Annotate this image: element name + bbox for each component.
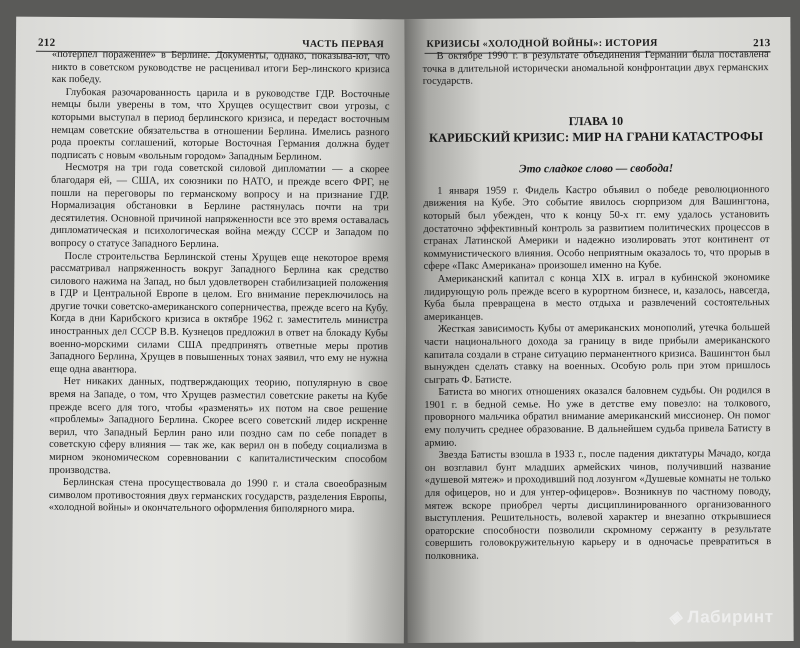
- watermark-text: Лабиринт: [687, 607, 774, 627]
- chapter-number: ГЛАВА 10: [568, 113, 624, 128]
- paragraph: Батиста во многих отношениях оказался баловнем судьбы. Он родился в 1901 г. в бедной семье. Но уже в детстве ему повезло: на толкового, проворного мальчика обратил внимание американский миссионер. Он помог ему получить среднее образование. В дальнейшем судьба привела Батисту в армию.: [424, 385, 771, 449]
- paragraph: «потерпел поражение» в Берлине. Документы, однако, показыва-ют, что никто в советском руководстве не расценивал итоги Бер-линского кризиса как победу.: [51, 48, 390, 86]
- paragraph: Американский капитал с конца XIX в. играл в кубинской экономике лидирующую роль прежде всего в курортном бизнесе, и, казалось, навсегда, Куба была превращена в место отдыха и развлечений состоятельных американцев.: [423, 272, 770, 323]
- paragraph: Жесткая зависимость Кубы от американских монополий, утечка большей части национального дохода за границу в виде прибыли американского капитала создали в стране ситуацию перманентного кризиса. Вашингтон был вынужден сделать ставку на военных. Особую роль при этом пришлось сыграть Ф. Батисте.: [424, 322, 771, 386]
- running-head: КРИЗИСЫ «ХОЛОДНОЙ ВОЙНЫ»: ИСТОРИЯ: [426, 37, 658, 50]
- paragraph: Берлинская стена просуществовала до 1990 г. и стала своеобразным символом противостояния двух германских государств, разделения Европы, «холодной войны» и окончательного оформления биполярного мира.: [48, 477, 387, 516]
- chapter-title: КАРИБСКИЙ КРИЗИС: МИР НА ГРАНИ КАТАСТРОФЫ: [428, 128, 764, 145]
- right-page: [404, 17, 793, 643]
- paragraph: Несмотря на три года советской силовой дипломатии — а скорее благодаря ей, — США, их союзники по НАТО, и прежде всего ФРГ, не пошли на переговоры по германскому вопросу и на признание ГДР. Нормализация обстановки в Берлине растянулась почти на три десятилетия. Основной причиной напряженности все это время оставалась дипломатическая и психологическая война между СССР и Западом по вопросу о статусе Западного Берлина.: [50, 162, 390, 250]
- left-page: [12, 17, 408, 644]
- intro-paragraph: В октябре 1990 г. в результате объединения Германии была поставлена точка в длительной исторически аномальной конфронтации двух германских государств.: [422, 49, 769, 88]
- watermark-logo: ◈ Лабиринт: [668, 607, 774, 627]
- paragraph: Звезда Батисты взошла в 1933 г., после падения диктатуры Мачадо, когда он возглавил бунт младших армейских чинов, получивший название «душевой мятеж» и проходивший под лозунгом «Душевые комнаты не только для офицеров, но и для унтер-офицеров». Возникнув по частному поводу, мятеж вскоре приобрел черты дисциплинированного организованного выступления. Решительность, волевой характер и внезапно открывшиеся ораторские способности позволили скромному сержанту в результате совершить головокружительную карьеру и в одночасье превратиться в полковника.: [424, 448, 772, 562]
- paragraph: Нет никаких данных, подтверждающих теорию, популярную в свое время на Западе, о том, что Хрущев разместил советские ракеты на Кубе прежде всего для того, чтобы «разменять» их потом на свое решение «проблемы» Западного Берлина. Скорее всего советский лидер искренне верил, что Западный Берлин рано или поздно сам по себе попадет в советскую сферу влияния — так же, как верил он в победу социализма в мирном экономическом соревновании с капиталистическим способом производства.: [48, 376, 388, 476]
- section-title: Это сладкое слово — свобода!: [519, 162, 674, 176]
- page-number: 213: [753, 37, 771, 50]
- running-head: ЧАСТЬ ПЕРВАЯ: [302, 38, 385, 51]
- paragraph: После строительства Берлинской стены Хрущев еще некоторое время рассматривал напряженность вокруг Западного Берлина как средство силового нажима на Запад, но был удовлетворен стабилизацией положения в ГДР и Центральной Европе в целом. Его внимание переключилось на другие точки советско-американского соперничества, прежде всего на Кубу. Когда в дни Карибского кризиса в октябре 1962 г. заместитель министра иностранных дел СССР В.В. Кузнецов предложил в ответ на блокаду Кубы военно-морскими силами США предпринять ответные меры против Западного Берлина, Хрущев в повышенных тонах заявил, что ему не нужна еще одна авантюра.: [49, 250, 389, 376]
- paragraph: 1 января 1959 г. Фидель Кастро объявил о победе революционного движения на Кубе. Это событие явилось сюрпризом для Вашингтона, который был убежден, что к концу 50-х гг. ему удалось установить достаточно эффективный контроль за развитием политических процессов в странах Латинской Америки и надежно изолировать этот континент от коммунистического влияния. Особо неприятным оказалось то, что прорыв в сфере «Пакс Американа» произошел именно на Кубе.: [423, 183, 770, 273]
- page-number: 212: [37, 36, 56, 49]
- paragraph: Глубокая разочарованность царила и в руководстве ГДР. Восточные немцы были уверены в том, что Хрущев осуществит свои угрозы, с которыми выступал в период берлинского кризиса, и передаст восточным немцам советские обязательства в отношении Берлина. Имелись разного рода проекты соглашений, которые Восточная Германия должна будет подписать с новым «вольным городом» Западным Берлином.: [51, 86, 390, 163]
